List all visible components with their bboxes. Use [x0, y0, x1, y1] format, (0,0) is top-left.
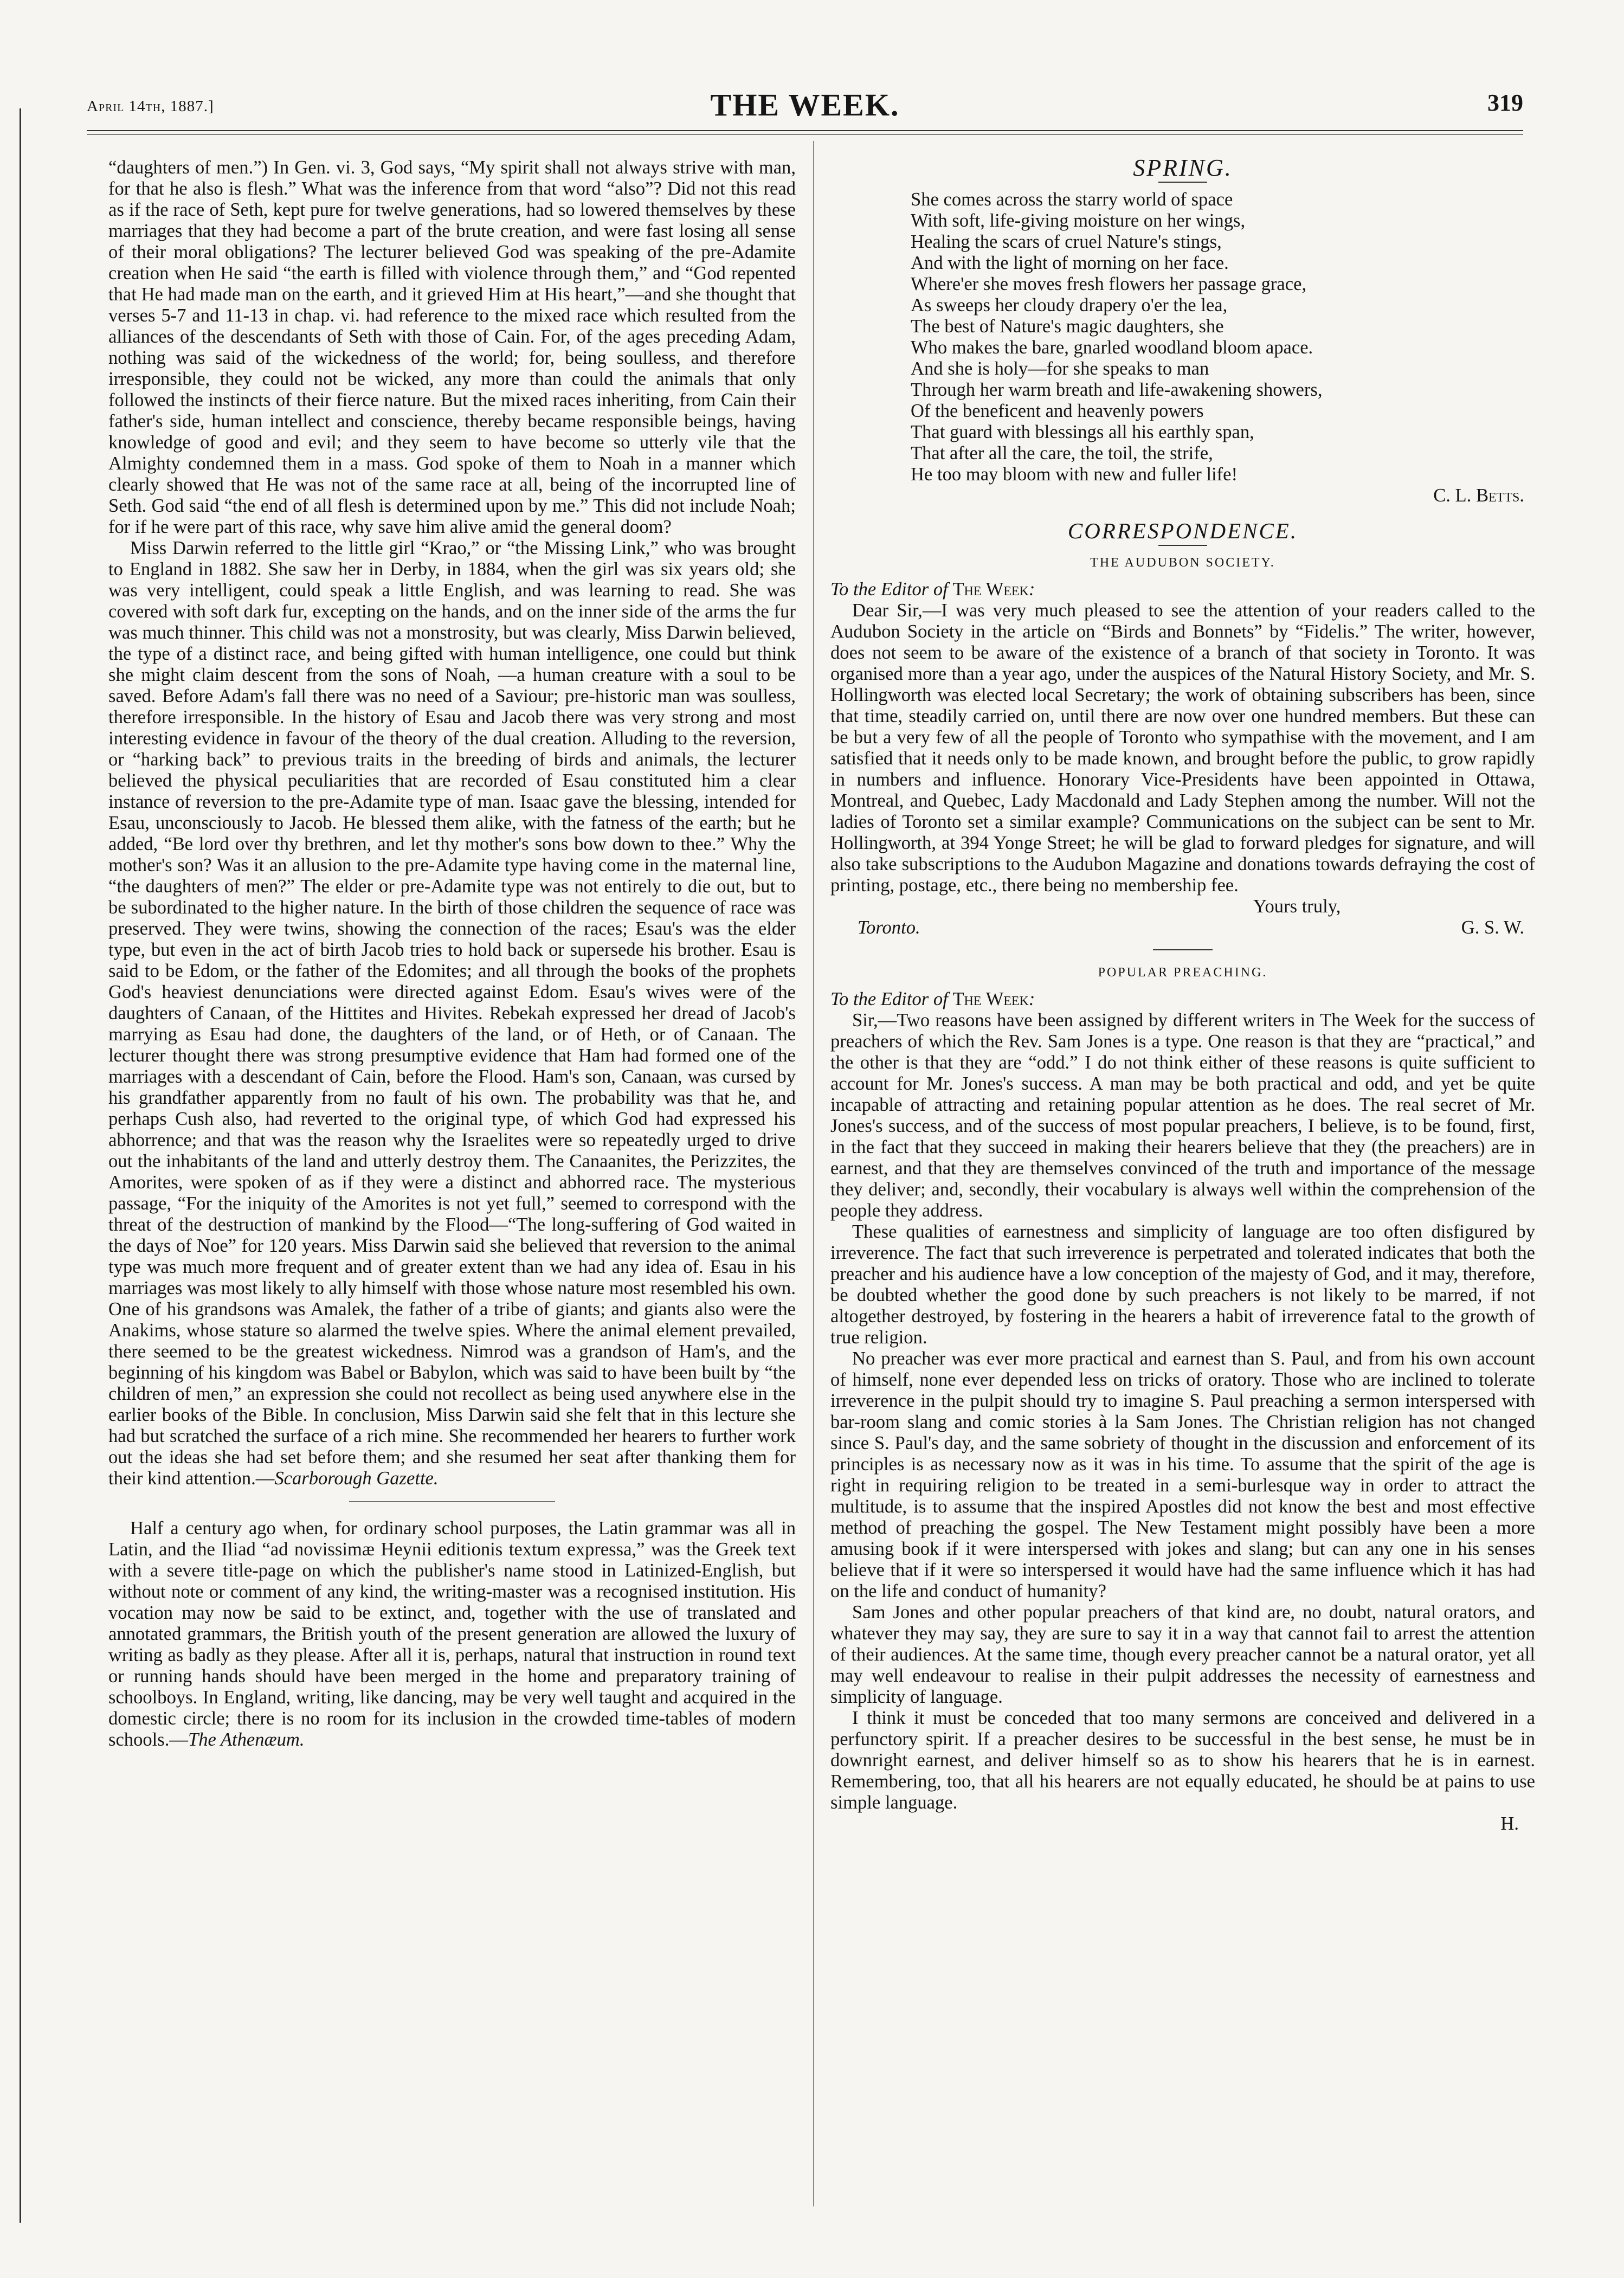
salutation-suffix: :	[1028, 989, 1035, 1009]
poem-line: Through her warm breath and life-awakening showers,	[911, 379, 1323, 400]
lecture-source: Scarborough Gazette.	[274, 1468, 439, 1489]
preaching-paragraph-2: These qualities of earnestness and simplicity of language are too often disfigured by irreverence. The fact that such irreverence is perpetrated and tolerated indicates that both the preacher and his audience have a low conception of the majesty of God, and it may, therefore, be doubted whether the good done by such preachers is not likely to be marred, if not altogether destroyed, by fostering in the hearers a habit of irreverence fatal to the growth of true religion.	[830, 1221, 1535, 1348]
article-separator	[349, 1501, 555, 1502]
column-divider	[813, 141, 814, 2206]
poem-title: SPRING.	[1133, 155, 1233, 181]
poem-line: Where'er she moves fresh flowers her passage grace,	[911, 274, 1307, 294]
poem-line: And she is holy—for she speaks to man	[911, 358, 1209, 379]
preaching-paragraph-1: Sir,—Two reasons have been assigned by different writers in The Week for the success of preachers of which the Rev. Sam Jones is a type. One reason is that they are “practical,” and the other is that they are “odd.” I do not think either of these reasons is quite sufficient to account for Mr. Jones's success. A man may be both practical and odd, and yet be quite incapable of attracting and retaining popular attention as he does. The real secret of Mr. Jones's success, and of the success of most popular preachers, I believe, is to be found, first, in the fact that they succeed in making their hearers believe that they (the preachers) are in earnest, and that they are themselves convinced of the truth and importance of the message they deliver; and, secondly, their vocabulary is always well within the comprehension of the people they address.	[830, 1010, 1535, 1221]
left-column	[108, 157, 796, 1751]
poem-line: That guard with blessings all his earthly span,	[911, 422, 1254, 442]
preaching-subhead: POPULAR PREACHING.	[1098, 966, 1268, 980]
preaching-paragraph-3: No preacher was ever more practical and earnest than S. Paul, and from his own account of himself, none ever depended less on tricks of oratory. Those who are inclined to tolerate irreverence in the pulpit should try to imagine S. Paul preaching a sermon interspersed with bar-room slang and comic stories à la Sam Jones. The Christian religion has not changed since S. Paul's day, and the same sobriety of thought in the discussion and enforcement of its principles is as necessary now as it was in his time. To assume that the spirit of the age is right in requiring religion to be treated in a semi-burlesque way in order to attract the multitude, is to assume that the inspired Apostles did not know the best and most effective method of preaching the gospel. The New Testament might possibly have been a more amusing book if it were interspersed with jokes and slang; but can any one in his senses believe that if it were so interspersed it would have had the same influence which it has had on the life and conduct of humanity?	[830, 1348, 1535, 1601]
poem-line: That after all the care, the toil, the strife,	[911, 443, 1213, 464]
writing-master-paragraph	[108, 1518, 796, 1751]
salutation-prefix: To the Editor of	[830, 579, 953, 600]
lecture-paragraph-2-text: Miss Darwin referred to the little girl “Krao,” or “the Missing Link,” who was brought to England in 1882. She saw her in Derby, in 1884, when the girl was six years old; she was very intelligent, could speak a little English, and was learning to read. She was covered with soft dark fur, excepting on the hands, and on the inner side of the arms the fur was much thinner. This child was not a monstrosity, but was clearly, Miss Darwin believed, the type of a distinct race, and being gifted with human intelligence, one could but think she might claim descent from the sons of Noah, —a human creature with a soul to be saved. Before Adam's fall there was no need of a Saviour; pre-historic man was soulless, therefore irresponsible. In the history of Esau and Jacob there was very strong and most interesting evidence in favour of the theory of the dual creation. Alluding to the reversion, or “harking back” to previous traits in the breeding of birds and animals, the lecturer believed the physical peculiarities that are recorded of Esau constituted him a clear instance of reversion to the pre-Adamite type of man. Isaac gave the blessing, intended for Esau, unconsciously to Jacob. He blessed them alike, with the fatness of the earth; but he added, “Be lord over thy brethren, and let thy mother's sons bow down to thee.” Why the mother's son? Was it an allusion to the pre-Adamite type having come in the maternal line, “the daughters of men?” The elder or pre-Adamite type was not entirely to die out, but to be subordinated to the higher nature. In the birth of those children the sequence of race was preserved. They were twins, showing the connection of the races; Esau's was the elder type, but even in the act of birth Jacob tries to hold back or supersede his brother. Esau is said to be Edom, or the father of the Edomites; and all through the books of the prophets God's heaviest denunciations were directed against Edom. Esau's wives were of the daughters of Canaan, of the Hittites and Hivites. Rebekah expressed her dread of Jacob's marrying as Esau had done, the daughters of the land, or of Heth, or of Canaan. The lecturer thought there was strong presumptive evidence that Ham had formed one of the marriages with a descendant of Cain, before the Flood. Ham's son, Canaan, was cursed by his grandfather apparently from no fault of his own. The probability was that he, and perhaps Cush also, had reverted to the original type, of which God had expressed his abhorrence; and that was the reason why the Israelites were so repeatedly urged to drive out the inhabitants of the land and utterly destroy them. The Canaanites, the Perizzites, the Amorites, were spoken of as if they were a distinct and abhorred race. The mysterious passage, “For the iniquity of the Amorites is not yet full,” seemed to correspond with the threat of the destruction of mankind by the Flood—“The long-suffering of God waited in the days of Noe” for 120 years. Miss Darwin said she believed that reversion to the animal type was much more frequent and of greater extent than we had any idea of. Esau in his marriages was most likely to ally himself with those whose nature most resembled his own. One of his grandsons was Amalek, the father of a tribe of giants; and giants also were the Anakims, whose stature so alarmed the twelve spies. Where the animal element prevailed, there seemed to be the greatest wickedness. Nimrod was a grandson of Ham's, and the beginning of his kingdom was Babel or Babylon, which was said to have been built by “the children of men,” an expression she could not recollect as being used anywhere else in the earlier books of the Bible. In conclusion, Miss Darwin said she felt that in this lecture she had but scratched the surface of a rich mine. She recommended her hearers to further work out the ideas she had set before them; and she resumed her seat after thanking them for their kind attention.—	[108, 538, 796, 1489]
writing-master-text: Half a century ago when, for ordinary school purposes, the Latin grammar was all in Latin, and the Iliad “ad novissimæ Heynii editionis textum expressa,” was the Greek text with a severe title-page on which the publisher's name stood in Latinized-English, but without note or comment of any kind, the writing-master was a recognised institution. His vocation may now be said to be extinct, and, together with the use of translated and annotated grammars, the British youth of the present generation are allowed the luxury of writing as badly as they please. After all it is, perhaps, natural that instruction in round text or running hands should have been merged in the home and preparatory training of schoolboys. In England, writing, like dancing, may be very well taught and acquired in the domestic circle; there is no room for its inclusion in the crowded time-tables of modern schools.—	[108, 1518, 796, 1750]
preaching-paragraph-5: I think it must be conceded that too many sermons are conceived and delivered in a perfunctory spirit. If a preacher desires to be successful in the best sense, he must be in downright earnest, and deliver himself so as to show his hearers that he is in earnest. Remembering, too, that all his hearers are not equally educated, he should be at pains to use simple language.	[830, 1708, 1535, 1813]
masthead	[87, 87, 1523, 130]
letter-separator	[1153, 949, 1213, 950]
preaching-salutation	[830, 989, 1535, 1010]
audubon-signature-row	[830, 917, 1535, 938]
salutation-paper: The Week	[952, 989, 1029, 1009]
poem-line: With soft, life-giving moisture on her wings,	[911, 210, 1246, 231]
preaching-signature: H.	[1500, 1813, 1519, 1834]
poem-body	[911, 189, 1535, 485]
right-column	[830, 157, 1535, 1835]
poem-line: He too may bloom with new and fuller life!	[911, 464, 1238, 485]
lecture-paragraph-1: “daughters of men.”) In Gen. vi. 3, God says, “My spirit shall not always strive with man, for that he also is flesh.” What was the inference from that word “also”? Did not this read as if the race of Seth, kept pure for twelve generations, had so lowered themselves by these marriages that they had become a part of the brute creation, and were fast losing all sense of their moral obligations? The lecturer believed God was speaking of the pre-Adamite creation when He said “the earth is filled with violence through them,” and “God repented that He had made man on the earth, and it grieved Him at His heart,”—and she thought that verses 5-7 and 11-13 in chap. vi. had reference to the mixed race which resulted from the alliances of the descendants of Seth with those of Cain. For, of the ages preceding Adam, nothing was said of the wickedness of the world; for, being soulless, and therefore irresponsible, they could not be wicked, any more than could the animals that only followed the instincts of their fierce nature. But the mixed races inheriting, from Cain their father's side, human intellect and conscience, thereby became responsible beings, having knowledge of good and evil; and they seem to have become so utterly vile that the Almighty condemned them in a mass. God spoke of them to Noah in a manner which clearly showed that He was not of the same race at all, being of the incorrupted line of Seth. God said “the end of all flesh is determined upon by me.” This did not include Noah; for if he were part of this race, why save him alive amid the general doom?	[108, 157, 796, 537]
poem-line: Healing the scars of cruel Nature's stings,	[911, 231, 1222, 252]
page-number: 319	[1487, 89, 1523, 116]
poem-author: C. L. Betts.	[1433, 485, 1524, 506]
issue-date: April 14th, 1887.]	[87, 98, 214, 115]
preaching-paragraph-4: Sam Jones and other popular preachers of that kind are, no doubt, natural orators, and whatever they may say, they are sure to say it in a way that cannot fail to arrest the attention of their audiences. At the same time, though every preacher cannot be a natural orator, yet all may well endeavour to realise in their pulpit addresses the necessity of earnestness and simplicity of language.	[830, 1602, 1535, 1707]
correspondence-title: CORRESPONDENCE.	[1067, 518, 1298, 543]
poem-line: Of the beneficent and heavenly powers	[911, 401, 1204, 421]
salutation-prefix: To the Editor of	[830, 989, 953, 1009]
salutation-suffix: :	[1028, 579, 1035, 600]
poem-title-rule	[1158, 182, 1207, 183]
header-rule	[87, 130, 1523, 135]
writing-master-source: The Athenæum.	[188, 1729, 305, 1750]
left-margin-rule	[20, 108, 32, 2223]
audubon-closing: Yours truly,	[1253, 896, 1341, 917]
poem-line: And with the light of morning on her face.	[911, 253, 1229, 273]
audubon-place: Toronto.	[858, 917, 920, 938]
audubon-letter-body: Dear Sir,—I was very much pleased to see the attention of your readers called to the Audubon Society in the article on “Birds and Bonnets” by “Fidelis.” The writer, however, does not seem to be aware of the existence of a branch of that society in Toronto. It was organised more than a year ago, under the auspices of the Natural History Society, and Mr. S. Hollingworth was elected local Secretary; the work of obtaining subscribers has been, since that time, steadily carried on, until there are now over one hundred members. But these can be but a very few of all the people of Toronto who sympathise with the movement, and I am satisfied that it needs only to be made known, and brought before the public, to grow rapidly in numbers and influence. Honorary Vice-Presidents have been appointed in Ottawa, Montreal, and Quebec, Lady Macdonald and Lady Stephen among the number. Will not the ladies of Toronto set a similar example? Communications on the subject can be sent to Mr. Hollingworth, at 394 Yonge Street; he will be glad to forward pledges for signature, and will also take subscriptions to the Audubon Magazine and donations towards defraying the cost of printing, postage, etc., there being no membership fee.	[830, 600, 1535, 896]
poem-line: The best of Nature's magic daughters, she	[911, 316, 1224, 337]
audubon-closing-row	[830, 896, 1535, 917]
salutation-paper: The Week	[952, 579, 1029, 600]
correspondence-rule	[1158, 545, 1207, 546]
audubon-salutation	[830, 579, 1535, 600]
audubon-signature: G. S. W.	[1461, 917, 1524, 938]
newspaper-title: THE WEEK.	[710, 87, 900, 123]
poem-line: Who makes the bare, gnarled woodland bloom apace.	[911, 337, 1313, 358]
poem-line: She comes across the starry world of space	[911, 189, 1233, 210]
audubon-subhead: THE AUDUBON SOCIETY.	[1090, 556, 1275, 570]
lecture-paragraph-2	[108, 538, 796, 1489]
poem-line: As sweeps her cloudy drapery o'er the lea,	[911, 295, 1228, 316]
